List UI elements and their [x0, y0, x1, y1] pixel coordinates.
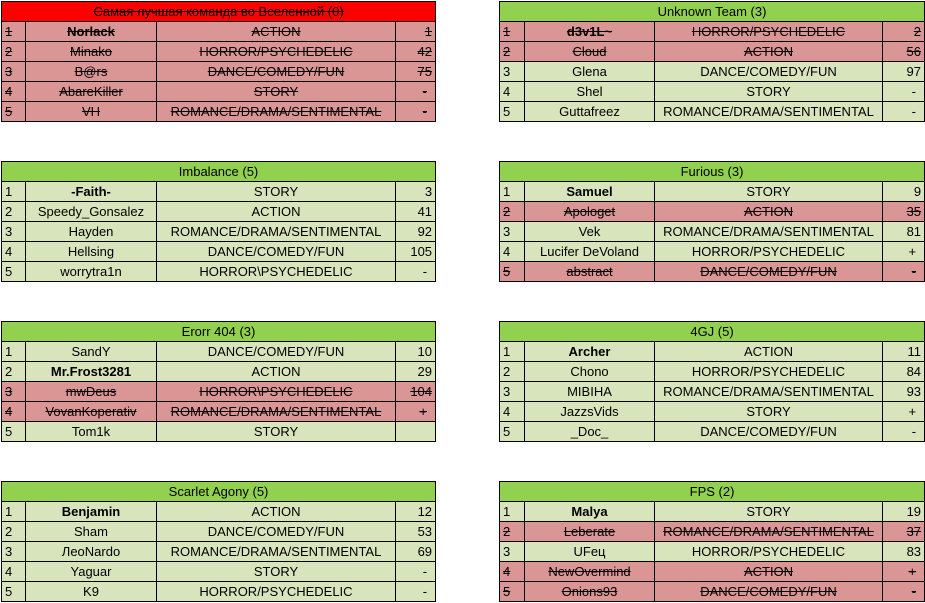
table-row — [500, 22, 925, 42]
player-number: 4 — [500, 82, 525, 102]
player-score: 81 — [883, 222, 925, 242]
player-score: 10 — [396, 342, 436, 362]
table-row — [500, 62, 925, 82]
player-number: 1 — [500, 22, 525, 42]
player-score: - — [396, 562, 436, 582]
player-number: 4 — [2, 242, 26, 262]
table-row — [2, 42, 436, 62]
player-score: - — [396, 582, 436, 602]
team-table — [499, 1, 925, 122]
player-genre: ACTION — [655, 562, 883, 582]
player-nick: Malya — [525, 502, 655, 522]
player-nick: Yaguar — [26, 562, 157, 582]
player-nick: Minako — [26, 42, 157, 62]
player-number: 1 — [500, 342, 525, 362]
player-score: 12 — [396, 502, 436, 522]
player-score: 105 — [396, 242, 436, 262]
table-row — [2, 82, 436, 102]
table-row — [2, 182, 436, 202]
player-score: 35 — [883, 202, 925, 222]
player-genre: DANCE/COMEDY/FUN — [655, 262, 883, 282]
table-row — [500, 222, 925, 242]
table-row — [500, 542, 925, 562]
player-number: 4 — [500, 402, 525, 422]
table-row — [500, 362, 925, 382]
player-number: 2 — [2, 42, 26, 62]
player-genre: HORROR/PSYCHEDELIC — [655, 362, 883, 382]
team-title: Erorr 404 (3) — [181, 324, 256, 339]
player-number: 3 — [2, 382, 26, 402]
player-number: 3 — [2, 222, 26, 242]
player-score: 11 — [883, 342, 925, 362]
player-nick: mwDeus — [26, 382, 157, 402]
team-title: Unknown Team (3) — [657, 4, 767, 19]
team-header — [500, 162, 925, 182]
table-row — [500, 502, 925, 522]
player-score: + — [883, 562, 925, 582]
player-nick: Archer — [525, 342, 655, 362]
player-number: 5 — [500, 262, 525, 282]
table-row — [2, 22, 436, 42]
player-number: 5 — [2, 582, 26, 602]
player-score — [396, 422, 436, 442]
table-row — [2, 522, 436, 542]
player-score: 104 — [396, 382, 436, 402]
player-score: 83 — [883, 542, 925, 562]
player-number: 2 — [500, 202, 525, 222]
table-row — [500, 402, 925, 422]
player-genre: STORY — [157, 82, 396, 102]
player-number: 4 — [2, 562, 26, 582]
player-score: + — [883, 242, 925, 262]
table-row — [500, 182, 925, 202]
table-row — [500, 102, 925, 122]
player-nick: Hayden — [26, 222, 157, 242]
table-row — [500, 582, 925, 602]
player-genre: DANCE/COMEDY/FUN — [655, 422, 883, 442]
table-row — [2, 502, 436, 522]
team-header — [2, 162, 436, 182]
player-score: - — [883, 262, 925, 282]
player-nick: Guttafreez — [525, 102, 655, 122]
player-nick: -Faith- — [26, 182, 157, 202]
player-nick: _Doc_ — [525, 422, 655, 442]
table-row — [2, 202, 436, 222]
player-number: 3 — [500, 222, 525, 242]
player-nick: Chono — [525, 362, 655, 382]
player-nick: Benjamin — [26, 502, 157, 522]
player-genre: HORROR/PSYCHEDELIC — [655, 22, 883, 42]
player-genre: ACTION — [157, 22, 396, 42]
player-nick: Cloud — [525, 42, 655, 62]
table-row — [500, 382, 925, 402]
player-genre: ROMANCE/DRAMA/SENTIMENTAL — [157, 102, 396, 122]
player-number: 2 — [2, 362, 26, 382]
table-row — [500, 42, 925, 62]
player-genre: ACTION — [655, 202, 883, 222]
player-genre: ACTION — [655, 342, 883, 362]
team-header — [2, 322, 436, 342]
player-score: 75 — [396, 62, 436, 82]
player-genre: ROMANCE/DRAMA/SENTIMENTAL — [655, 382, 883, 402]
player-genre: ACTION — [157, 362, 396, 382]
player-number: 5 — [2, 422, 26, 442]
player-genre: ROMANCE/DRAMA/SENTIMENTAL — [655, 222, 883, 242]
player-score: 37 — [883, 522, 925, 542]
player-nick: Apologet — [525, 202, 655, 222]
player-genre: DANCE/COMEDY/FUN — [157, 242, 396, 262]
player-score: 53 — [396, 522, 436, 542]
player-number: 4 — [2, 402, 26, 422]
table-row — [2, 402, 436, 422]
player-nick: Lucifer DeVoland — [525, 242, 655, 262]
player-score: 93 — [883, 382, 925, 402]
player-genre: HORROR/PSYCHEDELIC — [157, 582, 396, 602]
player-nick: Speedy_Gonsalez — [26, 202, 157, 222]
player-genre: HORROR/PSYCHEDELIC — [655, 242, 883, 262]
player-genre: STORY — [157, 562, 396, 582]
player-genre: ROMANCE/DRAMA/SENTIMENTAL — [655, 522, 883, 542]
player-number: 1 — [2, 502, 26, 522]
table-row — [2, 262, 436, 282]
player-number: 1 — [500, 182, 525, 202]
player-genre: DANCE/COMEDY/FUN — [157, 62, 396, 82]
player-nick: VH — [26, 102, 157, 122]
player-number: 5 — [2, 102, 26, 122]
player-nick: Glena — [525, 62, 655, 82]
player-number: 4 — [500, 562, 525, 582]
player-number: 2 — [500, 42, 525, 62]
team-header — [500, 482, 925, 502]
player-score: 2 — [883, 22, 925, 42]
player-nick: Mr.Frost3281 — [26, 362, 157, 382]
player-genre: HORROR\PSYCHEDELIC — [157, 382, 396, 402]
player-genre: STORY — [655, 402, 883, 422]
player-number: 1 — [2, 182, 26, 202]
player-number: 4 — [500, 242, 525, 262]
table-row — [500, 522, 925, 542]
table-row — [2, 362, 436, 382]
table-row — [2, 102, 436, 122]
player-genre: DANCE/COMEDY/FUN — [655, 62, 883, 82]
player-number: 4 — [2, 82, 26, 102]
player-nick: ЛеоNardo — [26, 542, 157, 562]
player-genre: ROMANCE/DRAMA/SENTIMENTAL — [157, 222, 396, 242]
player-score: - — [883, 82, 925, 102]
player-nick: B@rs — [26, 62, 157, 82]
player-genre: STORY — [157, 182, 396, 202]
player-score: 9 — [883, 182, 925, 202]
team-table — [1, 1, 436, 122]
player-number: 1 — [2, 342, 26, 362]
player-genre: STORY — [655, 182, 883, 202]
player-nick: Samuel — [525, 182, 655, 202]
player-score: 92 — [396, 222, 436, 242]
player-score: 84 — [883, 362, 925, 382]
player-number: 5 — [500, 582, 525, 602]
player-genre: HORROR/PSYCHEDELIC — [157, 42, 396, 62]
player-score: 97 — [883, 62, 925, 82]
table-row — [2, 222, 436, 242]
player-genre: ACTION — [157, 202, 396, 222]
player-score: + — [883, 402, 925, 422]
player-number: 5 — [2, 262, 26, 282]
player-nick: Shel — [525, 82, 655, 102]
team-header — [2, 482, 436, 502]
table-row — [500, 202, 925, 222]
player-nick: Leberate — [525, 522, 655, 542]
player-nick: VovanKoperativ — [26, 402, 157, 422]
player-nick: MIBIHA — [525, 382, 655, 402]
player-score: - — [883, 582, 925, 602]
player-genre: ACTION — [655, 42, 883, 62]
player-score: - — [396, 262, 436, 282]
player-nick: Sham — [26, 522, 157, 542]
table-row — [500, 242, 925, 262]
table-row — [500, 262, 925, 282]
table-row — [2, 562, 436, 582]
team-header — [500, 2, 925, 22]
player-genre: DANCE/COMEDY/FUN — [157, 342, 396, 362]
table-row — [2, 342, 436, 362]
player-score: 3 — [396, 182, 436, 202]
team-title: Scarlet Agony (5) — [168, 484, 269, 499]
player-number: 2 — [500, 522, 525, 542]
player-genre: STORY — [655, 502, 883, 522]
table-row — [2, 382, 436, 402]
team-title: 4GJ (5) — [690, 324, 734, 339]
team-header — [2, 2, 436, 22]
player-nick: SandY — [26, 342, 157, 362]
player-genre: HORROR/PSYCHEDELIC — [655, 542, 883, 562]
player-number: 1 — [2, 22, 26, 42]
player-nick: Hellsing — [26, 242, 157, 262]
player-score: 69 — [396, 542, 436, 562]
team-title: Furious (3) — [680, 164, 744, 179]
player-number: 3 — [500, 382, 525, 402]
table-row — [500, 82, 925, 102]
player-nick: Norlack — [26, 22, 157, 42]
player-nick: K9 — [26, 582, 157, 602]
table-row — [2, 242, 436, 262]
player-genre: STORY — [157, 422, 396, 442]
table-row — [500, 422, 925, 442]
team-table — [499, 161, 925, 282]
player-nick: worrytra1n — [26, 262, 157, 282]
table-row — [2, 422, 436, 442]
player-score: 41 — [396, 202, 436, 222]
team-title: Самая лучшая команда во Вселенной (0) — [93, 4, 344, 19]
table-row — [2, 62, 436, 82]
player-score: 29 — [396, 362, 436, 382]
player-score: 42 — [396, 42, 436, 62]
table-row — [500, 562, 925, 582]
player-score: - — [883, 422, 925, 442]
table-row — [2, 542, 436, 562]
player-genre: DANCE/COMEDY/FUN — [157, 522, 396, 542]
table-row — [2, 582, 436, 602]
player-nick: AbareKiller — [26, 82, 157, 102]
player-genre: DANCE/COMEDY/FUN — [655, 582, 883, 602]
team-table — [1, 481, 436, 602]
player-score: 1 — [396, 22, 436, 42]
player-number: 2 — [2, 202, 26, 222]
player-genre: ROMANCE/DRAMA/SENTIMENTAL — [157, 402, 396, 422]
player-nick: NewOvermind — [525, 562, 655, 582]
player-number: 1 — [500, 502, 525, 522]
player-nick: d3v1L~ — [525, 22, 655, 42]
player-nick: Tom1k — [26, 422, 157, 442]
player-genre: STORY — [655, 82, 883, 102]
player-genre: ACTION — [157, 502, 396, 522]
team-header — [500, 322, 925, 342]
player-genre: ROMANCE/DRAMA/SENTIMENTAL — [157, 542, 396, 562]
player-score: 56 — [883, 42, 925, 62]
table-row — [500, 342, 925, 362]
player-score: + — [396, 402, 436, 422]
player-nick: Onions93 — [525, 582, 655, 602]
player-score: 19 — [883, 502, 925, 522]
player-number: 2 — [500, 362, 525, 382]
player-nick: abstract — [525, 262, 655, 282]
player-score: - — [396, 82, 436, 102]
team-table — [1, 321, 436, 442]
player-nick: JazzsVids — [525, 402, 655, 422]
player-number: 3 — [500, 542, 525, 562]
player-number: 3 — [2, 542, 26, 562]
player-number: 3 — [500, 62, 525, 82]
team-table — [499, 481, 925, 602]
team-table — [1, 161, 436, 282]
player-nick: Vek — [525, 222, 655, 242]
player-score: - — [396, 102, 436, 122]
team-table — [499, 321, 925, 442]
player-nick: UFец — [525, 542, 655, 562]
player-genre: ROMANCE/DRAMA/SENTIMENTAL — [655, 102, 883, 122]
player-score: - — [883, 102, 925, 122]
team-title: Imbalance (5) — [178, 164, 259, 179]
player-number: 5 — [500, 102, 525, 122]
team-title: FPS (2) — [689, 484, 735, 499]
player-genre: HORROR\PSYCHEDELIC — [157, 262, 396, 282]
player-number: 2 — [2, 522, 26, 542]
player-number: 3 — [2, 62, 26, 82]
player-number: 5 — [500, 422, 525, 442]
